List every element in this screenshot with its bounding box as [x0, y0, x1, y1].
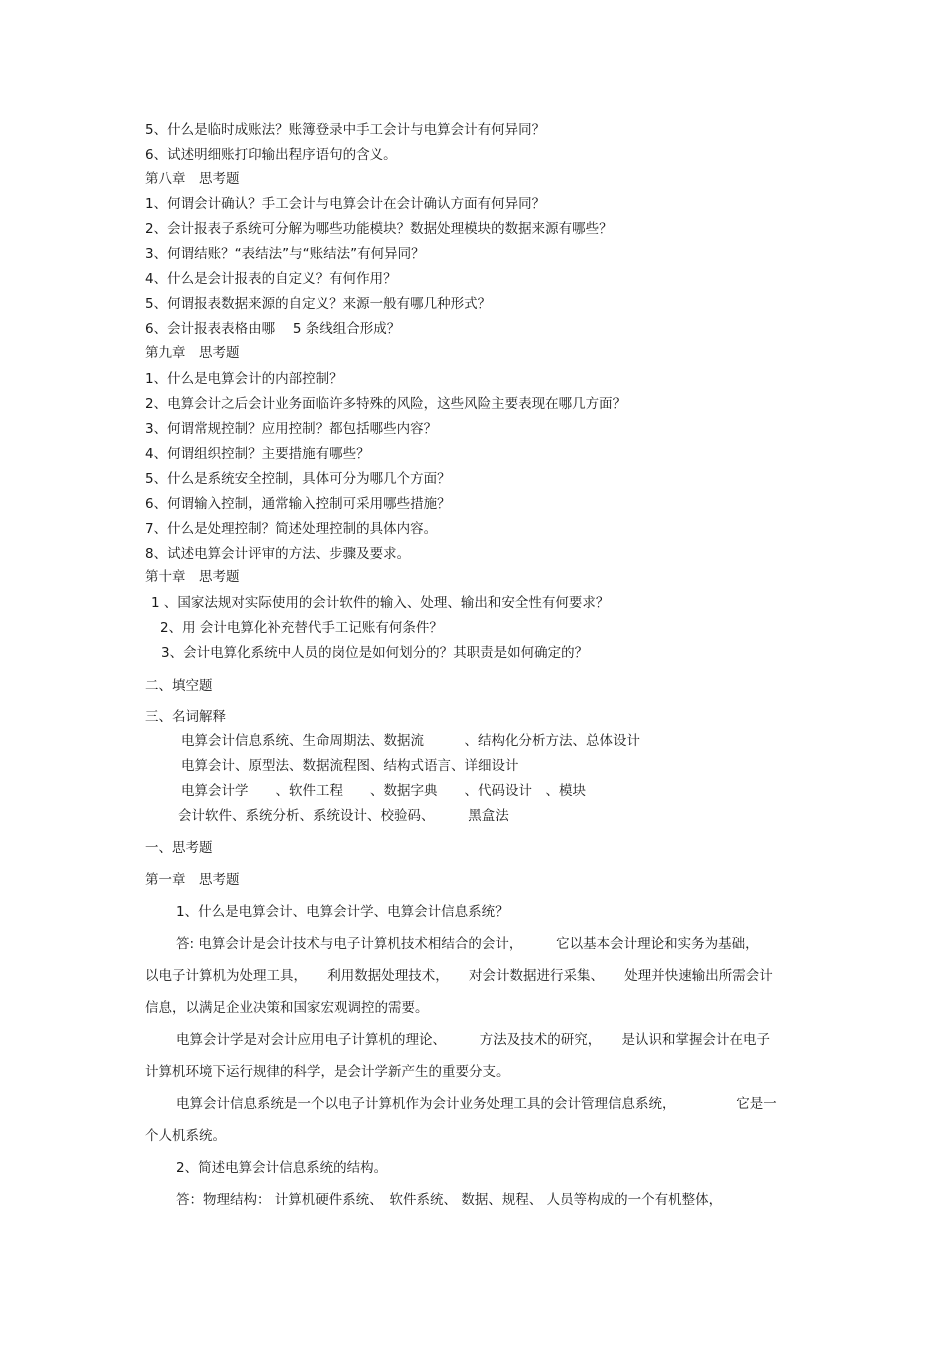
- question-line: 4、何谓组织控制？主要措施有哪些？: [145, 446, 370, 462]
- answer-paragraph: 答: 电算会计是会计技术与电子计算机技术相结合的会计， 它以基本会计理论和实务为基础，: [176, 936, 759, 952]
- chapter-heading: 第九章 思考题: [145, 345, 240, 361]
- chapter-heading: 第十章 思考题: [145, 569, 240, 585]
- term-list-line: 电算会计信息系统、生命周期法、数据流 、结构化分析方法、总体设计: [181, 733, 640, 749]
- question-line: 1、何谓会计确认？手工会计与电算会计在会计确认方面有何异同？: [145, 196, 546, 212]
- answer-paragraph: 电算会计信息系统是一个以电子计算机作为会计业务处理工具的会计管理信息系统， 它是一: [176, 1096, 777, 1112]
- question-line: 6、会计报表表格由哪 5 条线组合形成？: [145, 321, 401, 337]
- question-line: 5、何谓报表数据来源的自定义？来源一般有哪几种形式？: [145, 296, 492, 312]
- question-line: 3、会计电算化系统中人员的岗位是如何划分的？其职责是如何确定的？: [161, 645, 589, 661]
- section-heading: 一、思考题: [145, 840, 213, 856]
- answer-paragraph: 以电子计算机为处理工具， 利用数据处理技术， 对会计数据进行采集、 处理并快速输出所需会计: [145, 968, 773, 984]
- question-line: 2、用 会计电算化补充替代手工记账有何条件？: [160, 620, 443, 636]
- question-line: 4、什么是会计报表的自定义？有何作用？: [145, 271, 397, 287]
- answer-paragraph: 答：物理结构： 计算机硬件系统、 软件系统、 数据、规程、 人员等构成的一个有机整体，: [176, 1192, 723, 1208]
- chapter-heading: 第八章 思考题: [145, 171, 240, 187]
- section-heading: 二、填空题: [145, 678, 213, 694]
- question-line: 7、什么是处理控制？简述处理控制的具体内容。: [145, 521, 438, 537]
- term-list-line: 电算会计、原型法、数据流程图、结构式语言、详细设计: [181, 758, 519, 774]
- question-line: 6、何谓输入控制，通常输入控制可采用哪些措施？: [145, 496, 451, 512]
- question-line: 8、试述电算会计评审的方法、步骤及要求。: [145, 546, 411, 562]
- question-line: 3、何谓结账？“表结法”与“账结法”有何异同？: [145, 246, 425, 262]
- question-line: 2、会计报表子系统可分解为哪些功能模块？数据处理模块的数据来源有哪些？: [145, 221, 613, 237]
- answer-paragraph: 个人机系统。: [145, 1128, 226, 1144]
- section-heading: 三、名词解释: [145, 709, 226, 725]
- question-line: 5、什么是临时成账法？账簿登录中手工会计与电算会计有何异同？: [145, 122, 546, 138]
- question-line: 2、电算会计之后会计业务面临许多特殊的风险，这些风险主要表现在哪几方面？: [145, 396, 627, 412]
- term-list-line: 电算会计学 、软件工程 、数据字典 、代码设计 、模块: [181, 783, 586, 799]
- question-line: 6、试述明细账打印输出程序语句的含义。: [145, 147, 397, 163]
- term-list-line: 会计软件、系统分析、系统设计、校验码、 黑盒法: [178, 808, 509, 824]
- question-line: 2、简述电算会计信息系统的结构。: [176, 1160, 388, 1176]
- question-line: 3、何谓常规控制？应用控制？都包括哪些内容？: [145, 421, 438, 437]
- answer-paragraph: 电算会计学是对会计应用电子计算机的理论、 方法及技术的研究， 是认识和掌握会计在电子: [176, 1032, 770, 1048]
- answer-paragraph: 计算机环境下运行规律的科学，是会计学新产生的重要分支。: [145, 1064, 510, 1080]
- question-line: 5、什么是系统安全控制，具体可分为哪几个方面？: [145, 471, 451, 487]
- question-line: 1 、国家法规对实际使用的会计软件的输入、处理、输出和安全性有何要求？: [151, 595, 610, 611]
- question-line: 1、什么是电算会计的内部控制？: [145, 371, 343, 387]
- question-line: 1、什么是电算会计、电算会计学、电算会计信息系统？: [176, 904, 509, 920]
- chapter-heading: 第一章 思考题: [145, 872, 240, 888]
- answer-paragraph: 信息，以满足企业决策和国家宏观调控的需要。: [145, 1000, 429, 1016]
